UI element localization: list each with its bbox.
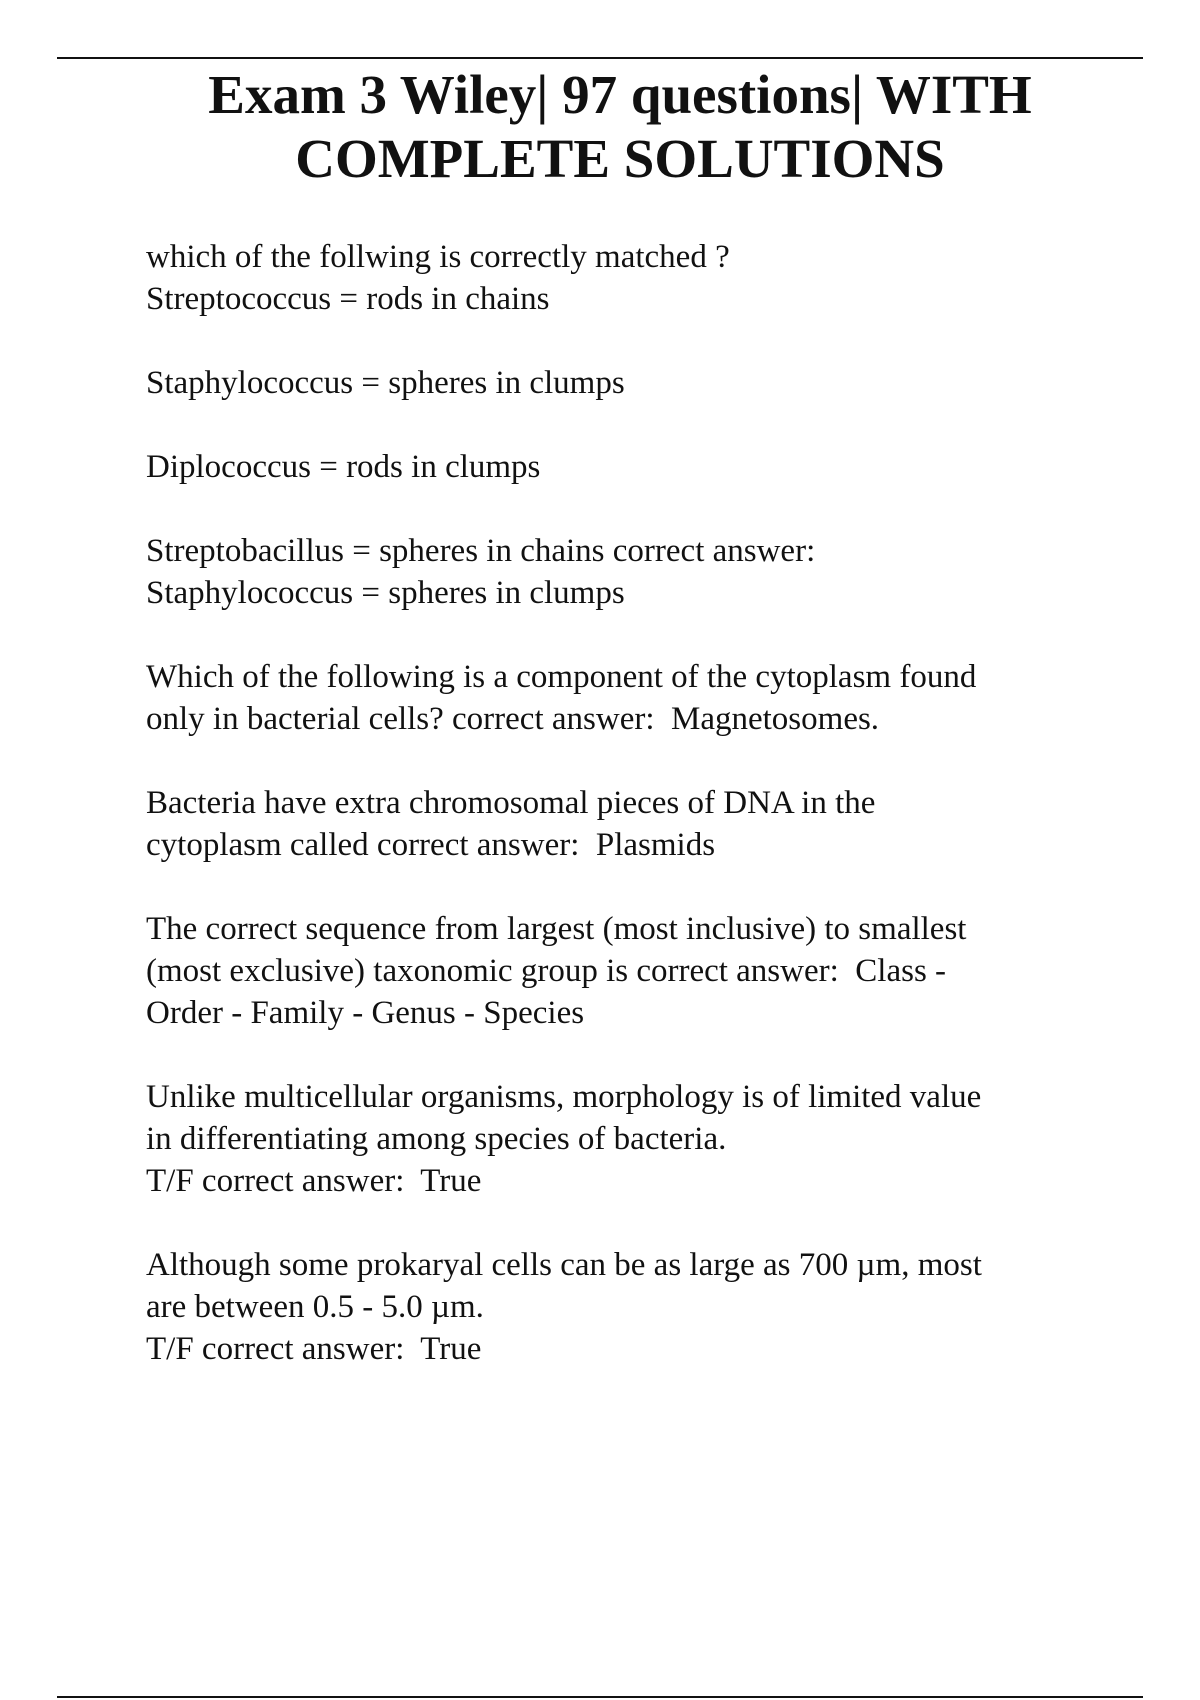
text-line: are between 0.5 - 5.0 µm.: [146, 1289, 484, 1325]
text-line: Order - Family - Genus - Species: [146, 995, 585, 1031]
text-line: cytoplasm called correct answer: Plasmids: [146, 827, 716, 863]
document-body: [146, 236, 1106, 1412]
title-line: COMPLETE SOLUTIONS: [295, 128, 945, 189]
text-line: Which of the following is a component of the cytoplasm found: [146, 659, 977, 695]
top-rule: [57, 57, 1143, 59]
text-line: Bacteria have extra chromosomal pieces of DNA in the: [146, 785, 876, 821]
text-line: Staphylococcus = spheres in clumps: [146, 575, 625, 611]
text-line: Streptobacillus = spheres in chains correct answer:: [146, 533, 816, 569]
text-line: only in bacterial cells? correct answer: Magnetosomes.: [146, 701, 880, 737]
question-block: [146, 446, 1106, 488]
text-line: Unlike multicellular organisms, morphology is of limited value: [146, 1079, 982, 1115]
question-block: [146, 782, 1106, 866]
question-block: [146, 908, 1106, 1034]
bottom-rule: [57, 1696, 1143, 1698]
text-line: Although some prokaryal cells can be as large as 700 µm, most: [146, 1247, 982, 1283]
text-line: T/F correct answer: True: [146, 1331, 482, 1367]
question-block: [146, 1244, 1106, 1370]
question-block: [146, 530, 1106, 614]
document-title: [0, 63, 1200, 191]
text-line: which of the follwing is correctly matched ?: [146, 239, 730, 275]
question-block: [146, 656, 1106, 740]
text-line: The correct sequence from largest (most inclusive) to smallest: [146, 911, 967, 947]
text-line: T/F correct answer: True: [146, 1163, 482, 1199]
question-block: [146, 236, 1106, 320]
text-line: (most exclusive) taxonomic group is correct answer: Class -: [146, 953, 947, 989]
text-line: in differentiating among species of bacteria.: [146, 1121, 727, 1157]
text-line: Diplococcus = rods in clumps: [146, 449, 541, 485]
title-line: Exam 3 Wiley| 97 questions| WITH: [208, 64, 1032, 125]
text-line: Streptococcus = rods in chains: [146, 281, 550, 317]
question-block: [146, 362, 1106, 404]
question-block: [146, 1076, 1106, 1202]
text-line: Staphylococcus = spheres in clumps: [146, 365, 625, 401]
